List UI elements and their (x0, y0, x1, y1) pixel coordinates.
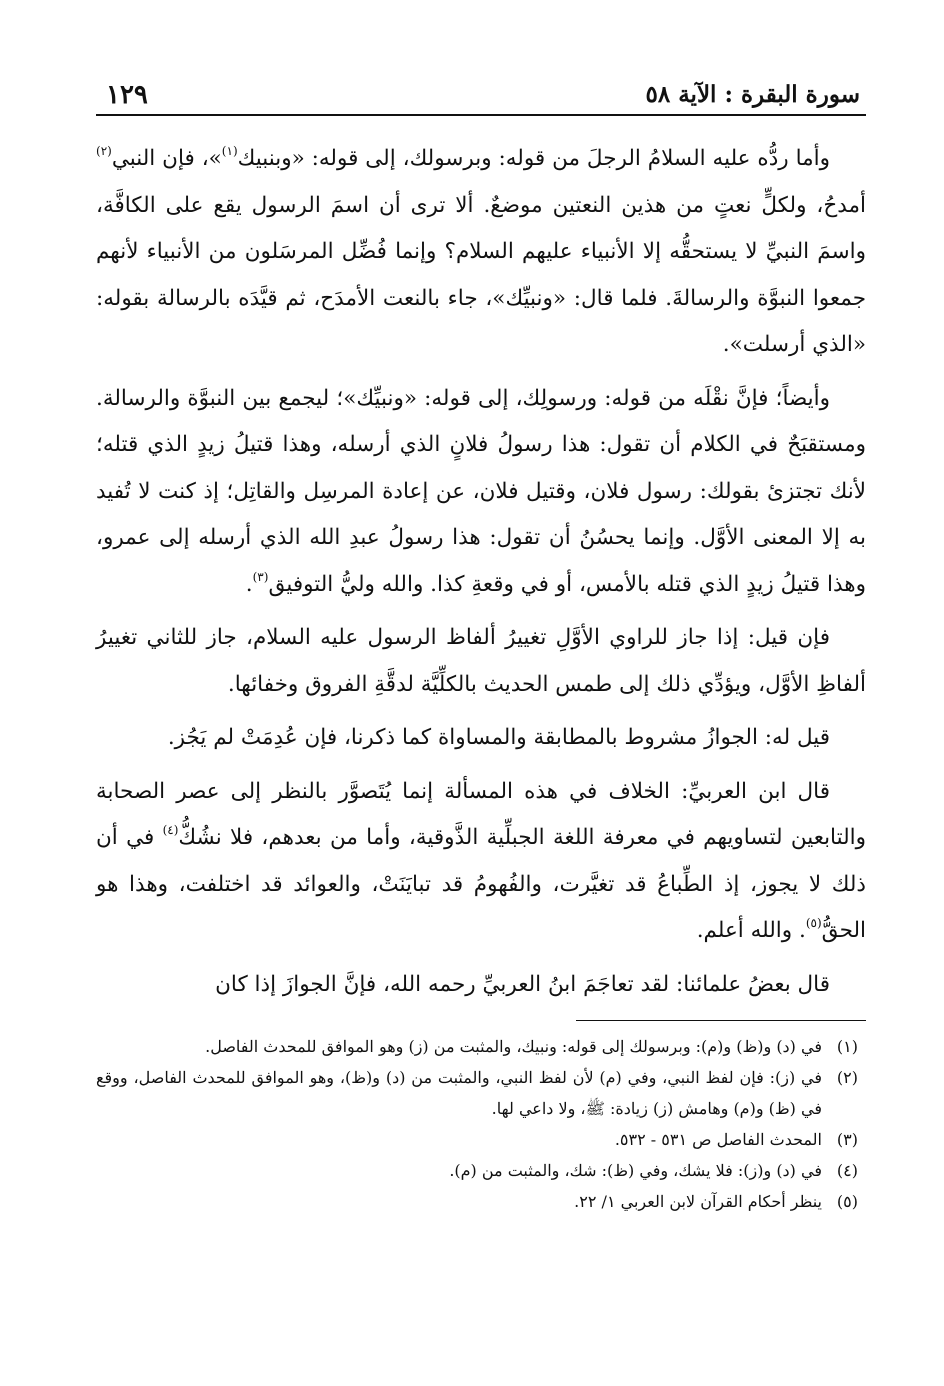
text-run: فإن قيل: إذا جاز للراوي الأوَّلِ تغييرُ ألفاظ الرسول عليه السلام، جاز للثاني تغييرُ ألفاظِ الأوَّل، ويؤدِّي ذلك إلى طمس الحديث بالكلِّيَّة لدقَّةِ الفروق وخفائها. (96, 625, 866, 697)
paragraph (96, 376, 866, 609)
text-run: . (245, 571, 253, 597)
footnote-number: (٥) (836, 1192, 858, 1211)
page-number: ١٢٩ (106, 80, 148, 110)
footnote-marker[interactable]: (٥) (805, 916, 822, 930)
footnote-number: (٤) (836, 1161, 858, 1180)
footnote-text: في (د) و(ظ) و(م): وبرسولك إلى قوله: ونبيك، والمثبت من (ز) وهو الموافق للمحدث الفاصل. (205, 1037, 822, 1056)
footnote-marker[interactable]: (٣) (252, 569, 269, 584)
footnote-text: ينظر أحكام القرآن لابن العربي ١/ ٢٢. (574, 1192, 822, 1211)
paragraph (96, 615, 866, 708)
main-text (96, 136, 866, 1008)
footnote-item (96, 1062, 866, 1124)
text-run: . والله أعلم. (696, 918, 806, 943)
footnote-number: (٣) (836, 1130, 858, 1149)
text-run: قال بعضُ علمائنا: لقد تعاجَمَ ابنُ العربيِّ رحمه الله، فإنَّ الجوازَ إذا كان (215, 971, 830, 997)
text-run: قيل له: الجوازُ مشروط بالمطابقة والمساواة كما ذكرنا، فإن عُدِمَتْ لم يَجُز. (167, 725, 830, 750)
paragraph (96, 769, 866, 955)
footnote-separator (576, 1020, 866, 1021)
footnote-number: (٢) (836, 1068, 858, 1087)
footnote-item (96, 1186, 866, 1217)
paragraph (96, 136, 866, 369)
footnote-marker[interactable]: (٢) (96, 144, 112, 158)
text-run: أمدحُ، ولكلٍّ نعتٍ من هذين النعتين موضعٌ. ألا ترى أن اسمَ الرسول يقع على الكافَّة، واسمَ النبيِّ لا يستحقُّه إلا الأنبياء عليهم السلام؟ وإنما فُضِّل المرسَلون من الأنبياء لأنهم جمعوا النبوَّة والرسالةَ. فلما قال: «ونبيِّك»، جاء بالنعت الأمدَح، ثم قيَّدَه بالرسالة بقوله: «الذي أرسلت». (96, 192, 866, 357)
footnote-marker[interactable]: (٤) (162, 823, 179, 837)
footnote-item (96, 1124, 866, 1155)
footnote-item (96, 1031, 866, 1062)
running-header (96, 78, 866, 116)
text-run: قال ابن العربيِّ: الخلاف في هذه المسألة إنما يُتَصوَّر بالنظر إلى عصر الصحابة والتابعين لتساويهم في معرفة اللغة الجبلِّية الذَّوقية، وأما من بعدهم، فلا نشُكُّ (96, 778, 866, 850)
text-run: وأما ردُّه عليه السلامُ الرجلَ من قوله: وبرسولك، إلى قوله: «وبنبيك (237, 146, 830, 171)
footnotes (96, 1031, 866, 1217)
text-run: وأيضاً؛ فإنَّ نقْلَه من قوله: ورسولِك، إلى قوله: «ونبيِّك»؛ ليجمع بين النبوَّة والرسالة. ومستقبَحٌ في الكلام أن تقول: هذا رسولُ فلانٍ الذي أرسله، وهذا قتيلُ زيدٍ الذي قتله؛ لأنك تجتزئ بقولك: رسول فلان، وقتيل فلان، عن إعادة المرسِل والقاتِل؛ إذ كنت لا تُفيد به إلا المعنى الأوَّل. وإنما يحسُنُ أن تقول: هذا رسولُ عبدِ الله الذي أرسله إلى عمرو، وهذا قتيلُ زيدٍ الذي قتله بالأمس، أو في وقعةِ كذا. والله وليُّ التوفيق (96, 385, 867, 597)
running-head-title: سورة البقرة : الآية ٥٨ (645, 81, 860, 108)
book-page (96, 78, 866, 1217)
paragraph (96, 715, 866, 762)
footnote-text: في (ز): فإن لفظ النبي، وفي (م) لأن لفظ النبي، والمثبت من (د) و(ظ)، وهو الموافق للمحدث الفاصل، ووقع في (ظ) و(م) وهامش (ز) زيادة: ﷺ، ولا داعي لها. (96, 1068, 823, 1118)
text-run: »، فإن النبي (111, 146, 222, 171)
footnote-text: في (د) و(ز): فلا يشك، وفي (ظ): شك، والمثبت من (م). (449, 1161, 822, 1180)
footnote-number: (١) (836, 1037, 858, 1056)
footnote-item (96, 1155, 866, 1186)
footnote-text: المحدث الفاصل ص ٥٣١ - ٥٣٢. (614, 1130, 822, 1149)
paragraph (96, 962, 866, 1009)
footnote-marker[interactable]: (١) (221, 144, 238, 158)
text-run: في أن ذلك لا يجوز، إذ الطِّباعُ قد تغيَّرت، والفُهومُ قد تبايَنَتْ، والعوائد قد اختلفت، وهذا هو الحقُّ (96, 825, 866, 943)
